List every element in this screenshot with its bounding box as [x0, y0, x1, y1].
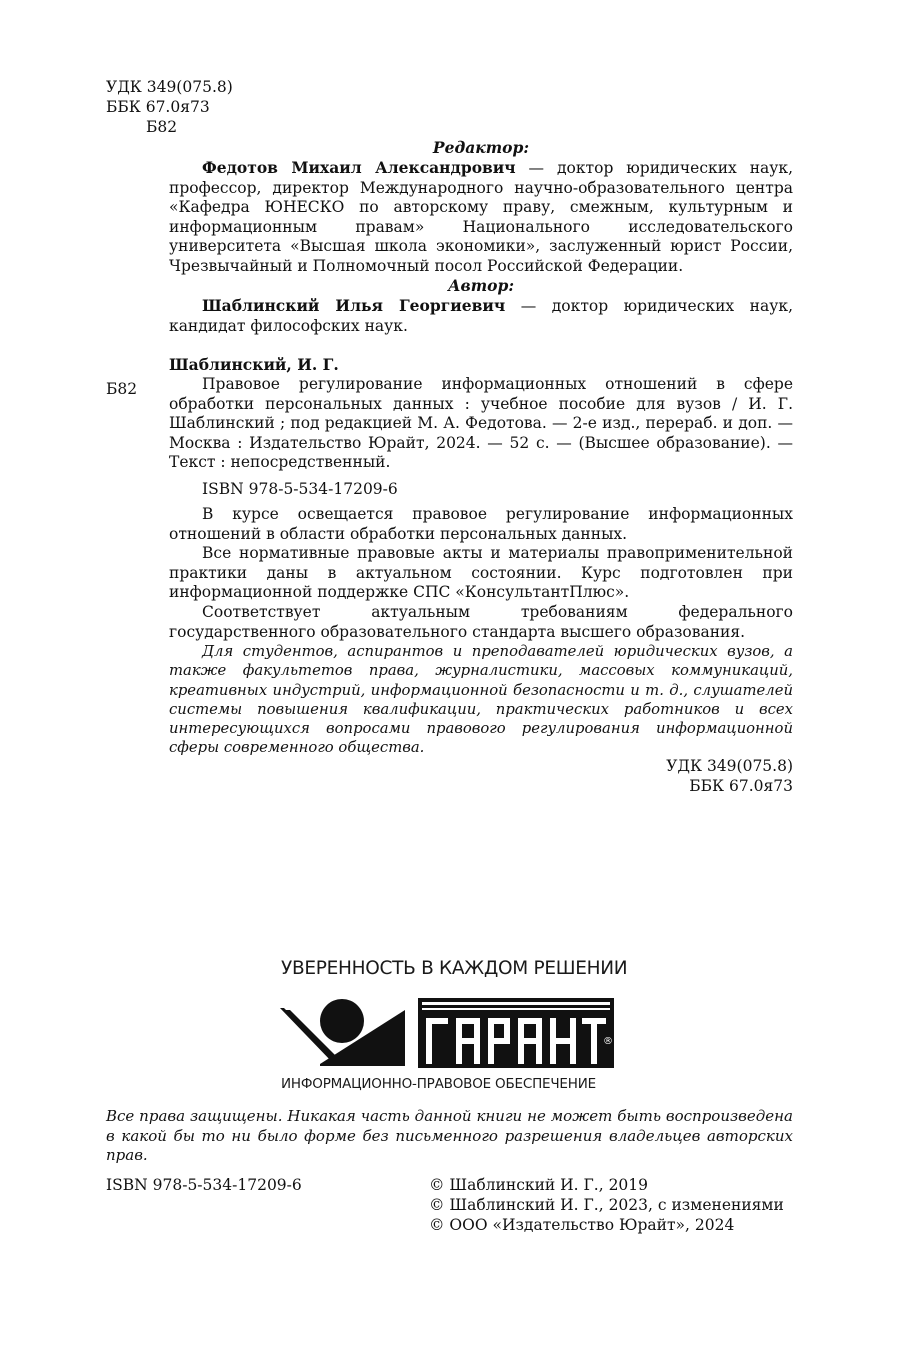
annotation-audience: Для студентов, аспирантов и преподавателей юридических вузов, а также факультетов права, журналистики, массовых коммуникаций, креативных индустрий, информационной безопасности и т. д., слушателей системы повышения квалификации, практических работников и всех интересующихся вопросами правового регулирования информационной сферы современного общества. [169, 643, 793, 757]
udk-code-right: УДК 349(075.8) [666, 757, 793, 775]
logo-slogan: УВЕРЕННОСТЬ В КАЖДОМ РЕШЕНИИ [281, 958, 628, 979]
catalog-author-heading: Шаблинский, И. Г. [169, 355, 339, 374]
editor-name: Федотов Михаил Александрович [202, 158, 516, 177]
author-heading: Автор: [447, 276, 515, 295]
footer-isbn: ISBN 978-5-534-17209-6 [106, 1176, 302, 1194]
registered-mark: ® [603, 1036, 613, 1047]
catalog-entry: Правовое регулирование информационных отношений в сфере обработки персональных данных : учебное пособие для вузов / И. Г. Шаблинский ; под редакцией М. А. Федотова. — 2-е изд., перераб. и доп. — Москва : Издательство Юрайт, 2024. — 52 с. — (Высшее образование). — Текст : непосредственный. [169, 375, 793, 471]
copyright-line: © Шаблинский И. Г., 2023, с изменениями [429, 1196, 784, 1214]
catalog-code: Б82 [106, 380, 138, 398]
rights-notice: Все права защищены. Никакая часть данной книги не может быть воспроизведена в какой бы то ни было форме без письменного разрешения владельцев авторских прав. [106, 1107, 793, 1164]
editor-heading: Редактор: [432, 138, 530, 157]
garant-logo [280, 996, 620, 1072]
annotation-paragraph-3: Соответствует актуальным требованиям федерального государственного образовательного стандарта высшего образования. [169, 603, 793, 641]
garant-emblem-icon [280, 999, 405, 1066]
bbk-code: ББК 67.0я73 [106, 98, 210, 116]
copyright-line: © ООО «Издательство Юрайт», 2024 [429, 1216, 735, 1234]
editor-paragraph [169, 158, 793, 276]
udk-code: УДК 349(075.8) [106, 78, 233, 96]
annotation-paragraph-2: Все нормативные правовые акты и материалы правоприменительной практики даны в актуальном состоянии. Курс подготовлен при информационной поддержке СПС «КонсультантПлюс». [169, 544, 793, 601]
annotation-paragraph-1: В курсе освещается правовое регулирование информационных отношений в области обработки персональных данных. [169, 505, 793, 543]
author-name: Шаблинский Илья Георгиевич [202, 296, 506, 315]
logo-subtitle: ИНФОРМАЦИОННО-ПРАВОВОЕ ОБЕСПЕЧЕНИЕ [281, 1076, 596, 1092]
editor-description: — доктор юридических наук, профессор, директор Международного научно-образовательного центра «Кафедра ЮНЕСКО по авторскому праву, смежным, культурным и информационным правам» Национального исследовательского университета «Высшая школа экономики», заслуженный юрист России, Чрезвычайный и Полномочный посол Российской Федерации. [169, 159, 793, 275]
author-mark: Б82 [146, 118, 178, 136]
bbk-code-right: ББК 67.0я73 [689, 777, 793, 795]
author-paragraph [169, 296, 793, 336]
copyright-line: © Шаблинский И. Г., 2019 [429, 1176, 649, 1194]
author-description: — доктор юридических наук, кандидат философских наук. [169, 297, 793, 335]
catalog-isbn: ISBN 978-5-534-17209-6 [202, 480, 398, 498]
